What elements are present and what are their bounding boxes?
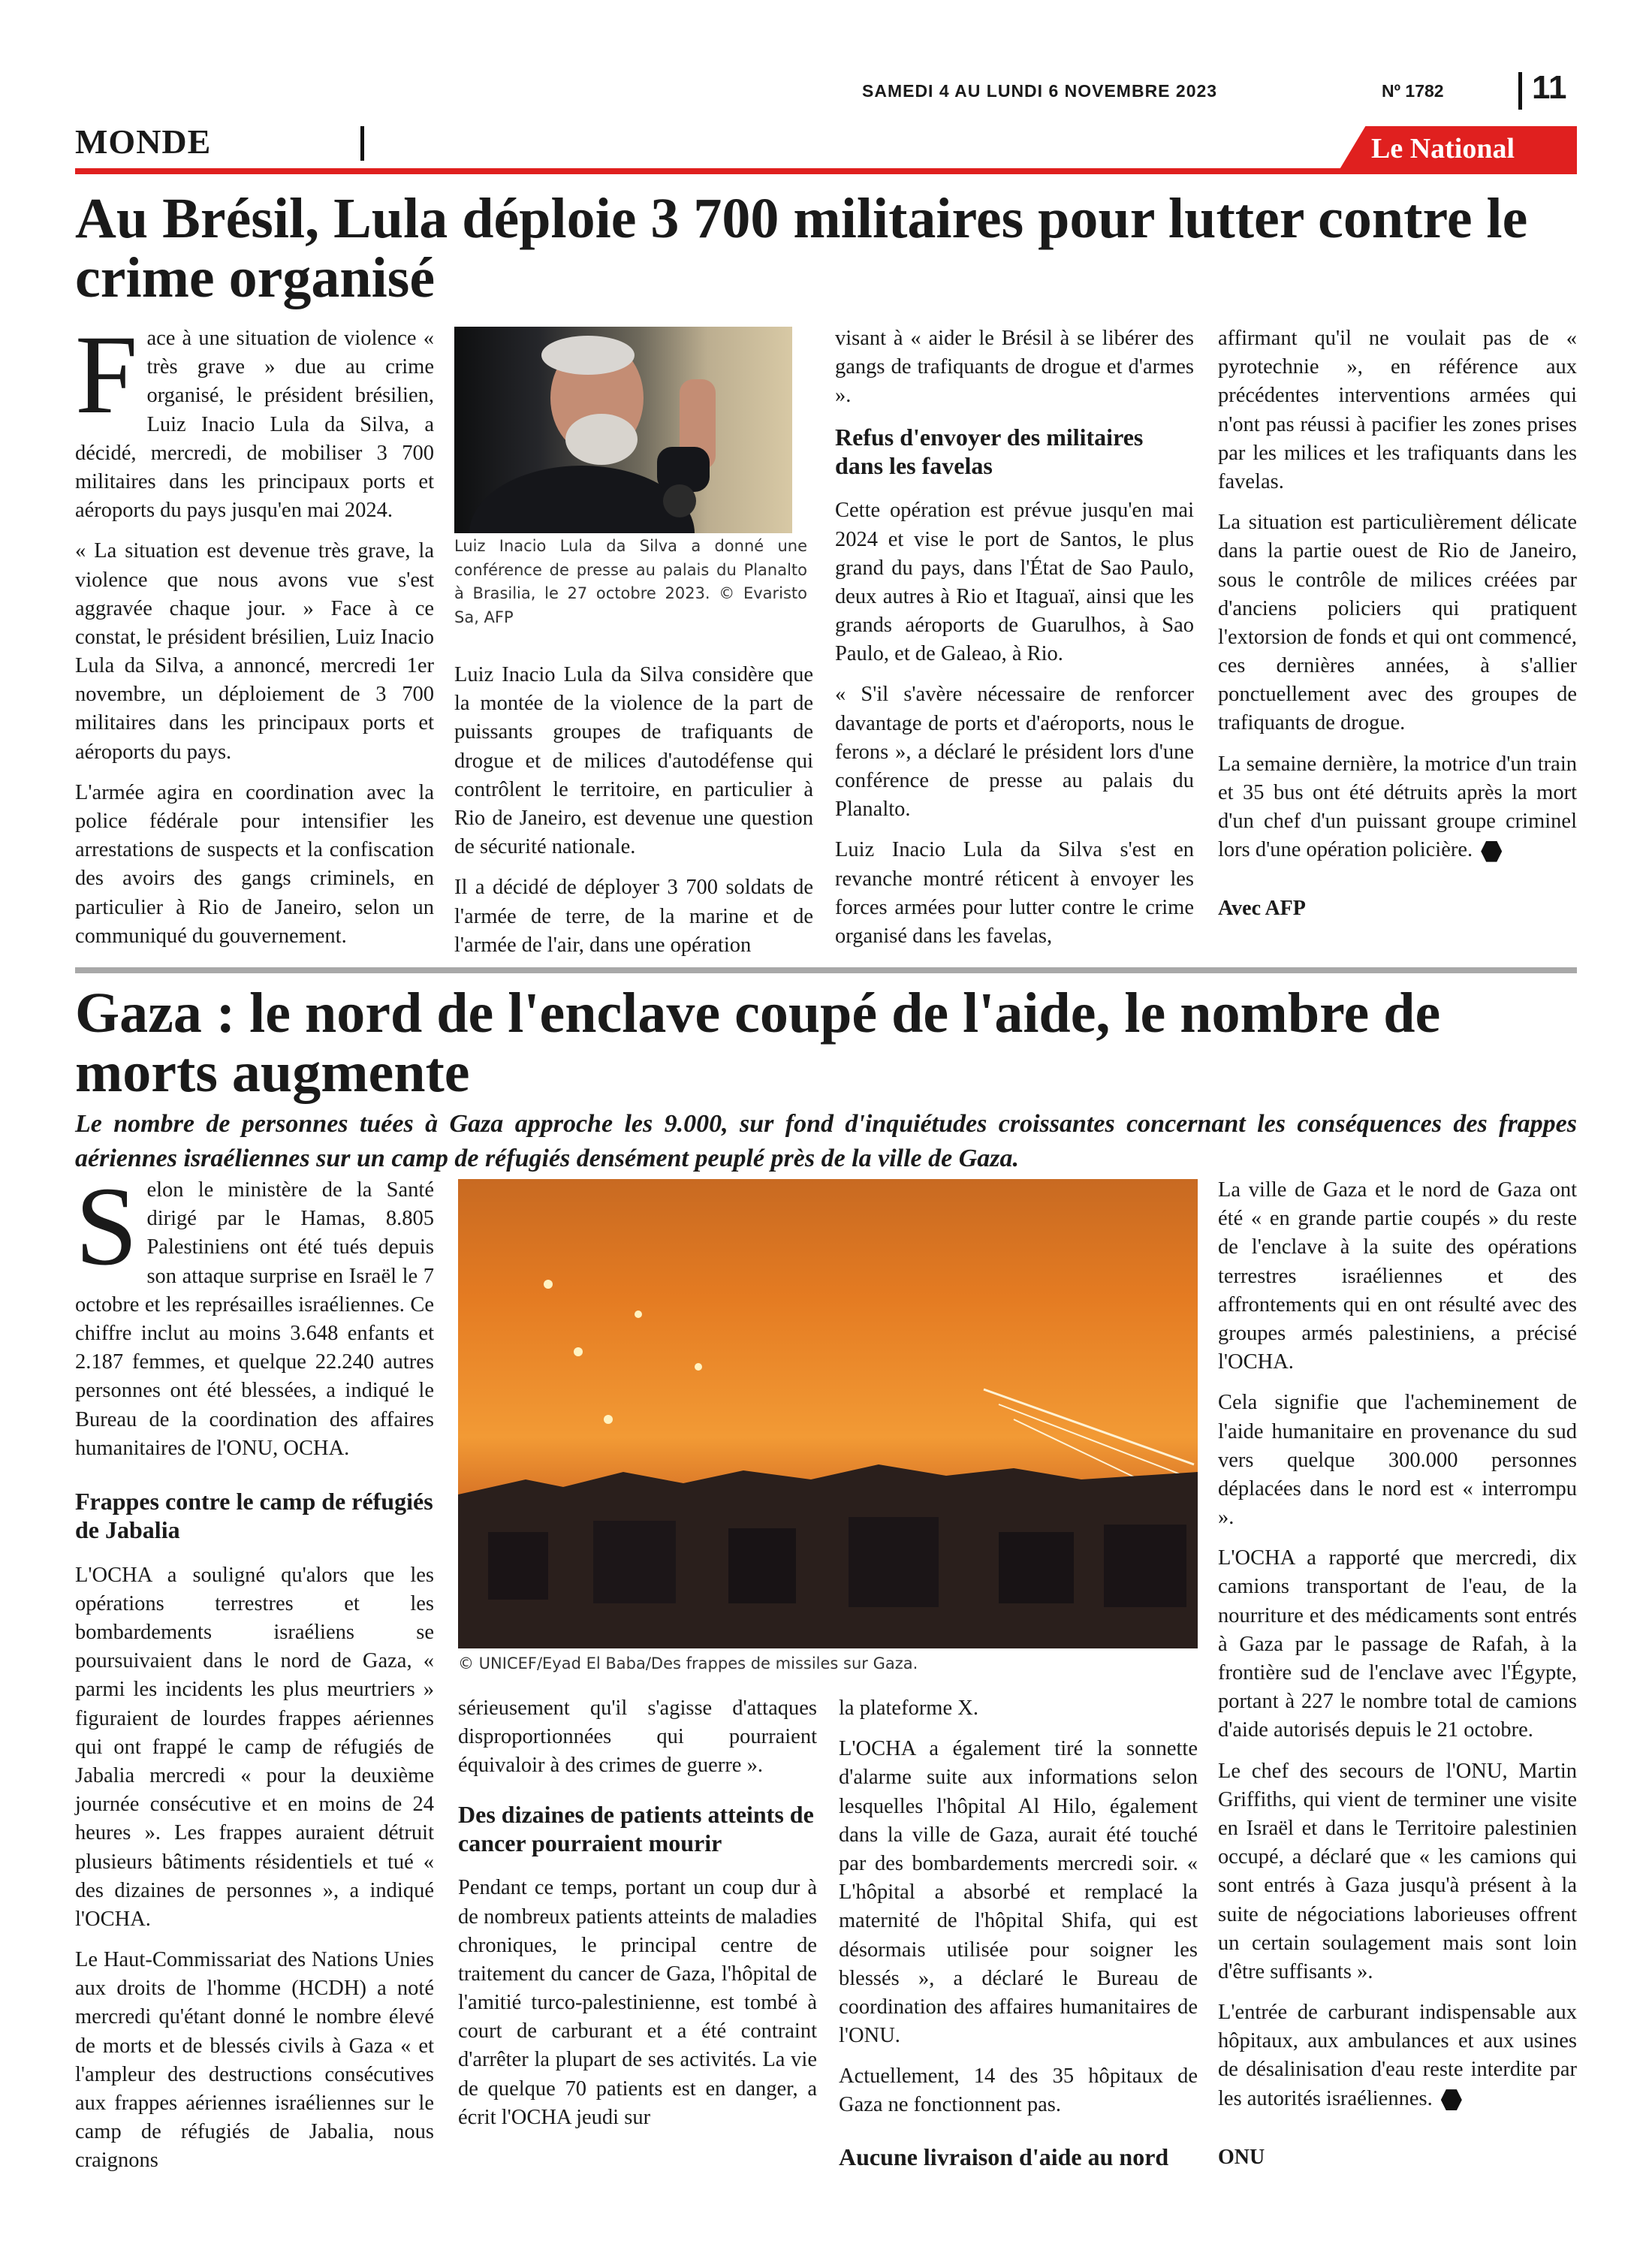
article2-paragraph: sérieusement qu'il s'agisse d'attaques disproportionnées qui pourraient équivaloir à des crimes de guerre ». (458, 1697, 817, 1778)
article1-column-4 (1218, 324, 1577, 923)
section-label: MONDE (75, 122, 212, 161)
lula-photo-illustration (454, 327, 792, 533)
article1-paragraph: Luiz Inacio Lula da Silva considère que la montée de la violence de la part de puissants groupes de trafiquants de drogue et de milices d'autodéfense qui contrôlent le territoire, en particulier à Rio de Janeiro, est devenue une question de sécurité nationale. (454, 663, 813, 859)
page-number-divider (1518, 72, 1522, 110)
article2-column-3 (839, 1694, 1198, 2188)
article1-dropcap: F (75, 312, 138, 437)
article1-paragraph: Luiz Inacio Lula da Silva s'est en revanche montré réticent à envoyer les forces armées pour lutter contre le crime organisé dans les favelas, (835, 838, 1194, 948)
brand-name: Le National (1371, 133, 1515, 164)
article2-paragraph: Le chef des secours de l'ONU, Martin Griffiths, qui vient de terminer une visite en Israël et dans le Territoire palestinien occupé, a déclaré que « les camions qui sont entrés à Gaza jusqu'à présent à la suite de négociations laborieuses offrent un certain soulagement mais sont loin d'être suffisants ». (1218, 1759, 1577, 1983)
end-of-article-icon (1481, 841, 1502, 862)
article2-paragraph: Actuellement, 14 des 35 hôpitaux de Gaza ne fonctionnent pas. (839, 2064, 1198, 2117)
article1-paragraph: « S'il s'avère nécessaire de renforcer davantage de ports et d'aéroports, nous le ferons », a déclaré le président lors d'une conférence de presse au palais du Planalto. (835, 683, 1194, 822)
end-of-article-icon (1441, 2089, 1462, 2110)
article2-paragraph: L'OCHA a rapporté que mercredi, dix camions transportant de l'eau, de la nourriture et des médicaments sont entrés à Gaza par le passage de Rafah, à la frontière sud de l'enclave avec l'Égypte, portant à 227 le nombre total de camions d'aide autorisés depuis le 21 octobre. (1218, 1546, 1577, 1742)
article1-paragraph: Il a décidé de déployer 3 700 soldats de l'armée de terre, de la marine et de l'armée de l'air, dans une opération (454, 876, 813, 957)
article1-credit: Avec AFP (1218, 897, 1306, 921)
article2-photo-caption: © UNICEF/Eyad El Baba/Des frappes de missiles sur Gaza. (458, 1654, 918, 1672)
article1-column-2 (454, 661, 813, 972)
article1-lead-paragraph: Face à une situation de violence « très grave » due au crime organisé, le président brésilien, Luiz Inacio Lula da Silva, a décidé, mercredi, de mobiliser 3 700 militaires dans les principaux ports et aéroports du pays jusqu'en mai 2024. (75, 312, 434, 523)
article1-paragraph: visant à « aider le Brésil à se libérer des gangs de trafiquants de drogue et d'armes ». (835, 327, 1194, 408)
article2-column-1 (75, 1164, 434, 2188)
header-rule (75, 168, 1577, 174)
article2-column-2 (458, 1694, 817, 2144)
article2-paragraph: la plateforme X. (839, 1697, 978, 1720)
article1-headline: Au Brésil, Lula déploie 3 700 militaires pour lutter contre le crime organisé (75, 187, 1528, 310)
article2-subhead: Frappes contre le camp de réfugiés de Jabalia (75, 1487, 433, 1544)
article2-paragraph: Pendant ce temps, portant un coup dur à de nombreux patients atteints de maladies chroniques, le principal centre de traitement du cancer de Gaza, l'hôpital de l'amitié turco-palestinienne, est tombé à court de carburant et a été contraint d'arrêter la plupart de ses activités. La vie de quelque 70 patients est en danger, a écrit l'OCHA jeudi sur (458, 1876, 817, 2129)
article1-paragraph: La semaine dernière, la motrice d'un train et 35 bus ont été détruits après la mort d'un chef d'un puissant groupe criminel lors d'une opération policière. (1218, 752, 1577, 862)
article2-lead-paragraph: Selon le ministère de la Santé dirigé par le Hamas, 8.805 Palestiniens ont été tués depuis son attaque surprise en Israël le 7 octobre et les représailles israéliennes. Ce chiffre inclut au moins 3.648 enfants et 2.187 femmes, et quelque 22.240 autres personnes ont été blessées, a indiqué le Bureau de la coordination des affaires humanitaires de l'ONU, OCHA. (75, 1164, 434, 1460)
page-number: 11 (1532, 69, 1567, 106)
article2-paragraph: Le Haut-Commissariat des Nations Unies aux droits de l'homme (HCDH) a noté mercredi qu'étant donné le nombre élevé de morts et de blessés civils à Gaza « et l'ampleur des destructions consécutives aux frappes aériennes israéliennes sur le camp de réfugiés de Jabalia, nous craignons (75, 1948, 434, 2173)
article1-paragraph: Cette opération est prévue jusqu'en mai 2024 et vise le port de Santos, le plus grand du pays, dans l'État de Sao Paulo, deux autres à Rio et Itaguaï, ainsi que les grands aéroports de Guarulhos, à Sao Paulo, et de Galeao, à Rio. (835, 499, 1194, 666)
article-divider (75, 967, 1577, 973)
issue-date: SAMEDI 4 AU LUNDI 6 NOVEMBRE 2023 (862, 81, 1218, 101)
article1-paragraph: La situation est particulièrement délicate dans la partie ouest de Rio de Janeiro, sous le contrôle de milices créées par d'anciens policiers qui pratiquent l'extorsion de fonds et qui ont commencé, ces dernières années, à s'allier ponctuellement avec des groupes de trafiquants de drogue. (1218, 511, 1577, 735)
article1-paragraph: L'armée agira en coordination avec la police fédérale pour intensifier les arrestations de suspects et la confiscation des avoirs des gangs criminels, en particulier à Rio de Janeiro, selon un communiqué du gouvernement. (75, 780, 434, 948)
article2-paragraph: La ville de Gaza et le nord de Gaza ont été « en grande partie coupés » du reste de l'enclave à la suite des opérations terrestres israéliennes et des affrontements qui en ont résulté avec des groupes armés palestiniens, a précisé l'OCHA. (1218, 1178, 1577, 1374)
article2-subhead: Aucune livraison d'aide au nord (839, 2143, 1169, 2170)
article1-column-1 (75, 312, 434, 963)
article1-subhead: Refus d'envoyer des militaires dans les favelas (835, 423, 1144, 479)
article2-paragraph: Cela signifie que l'acheminement de l'aide humanitaire en provenance du sud vers quelque 300.000 personnes déplacées dans le nord est « interrompu ». (1218, 1391, 1577, 1530)
article1-photo-caption: Luiz Inacio Lula da Silva a donné une conférence de presse au palais du Planalto à Brasilia, le 27 octobre 2023. © Evaristo Sa, AFP (454, 537, 807, 626)
article1-paragraph: « La situation est devenue très grave, la violence que nous avons vue s'est aggravée chaque jour. » Face à ce constat, le président brésilien, Luiz Inacio Lula da Silva, a annoncé, mercredi 1er novembre, un déploiement de 3 700 militaires dans les principaux ports et aéroports du pays. (75, 539, 434, 764)
article1-paragraph: affirmant qu'il ne voulait pas de « pyrotechnie », en référence aux précédentes interventions armées qui n'ont pas réussi à pacifier les zones prises par les milices et les trafiquants dans les favelas. (1218, 327, 1577, 493)
article2-subhead: Des dizaines de patients atteints de cancer pourraient mourir (458, 1800, 814, 1856)
article2-paragraph: L'entrée de carburant indispensable aux hôpitaux, aux ambulances et aux usines de désalinisation d'eau reste interdite par les autorités israéliennes. (1218, 2001, 1577, 2110)
gaza-strikes-photo (458, 1179, 1198, 1648)
article2-dropcap: S (75, 1164, 138, 1289)
lula-photo (454, 327, 792, 533)
article2-column-4 (1218, 1176, 1577, 2171)
article2-deck: Le nombre de personnes tuées à Gaza approche les 9.000, sur fond d'inquiétudes croissantes concernant les conséquences des frappes aériennes israéliennes sur un camp de réfugiés densément peuplé près de la ville de Gaza. (75, 1110, 1577, 1172)
gaza-strikes-illustration (458, 1179, 1198, 1648)
article1-column-3 (835, 324, 1194, 963)
section-divider (360, 126, 364, 161)
issue-number: Nº 1782 (1382, 81, 1444, 101)
article2-paragraph: L'OCHA a également tiré la sonnette d'alarme suite aux informations selon lesquelles l'hôpital Al Hilo, également dans la ville de Gaza, aurait été touché par des bombardements mercredi soir. « L'hôpital a absorbé et remplacé la maternité de l'hôpital Shifa, qui est désormais utilisée pour soigner les blessés », a déclaré le Bureau de coordination des affaires humanitaires de l'ONU. (839, 1737, 1198, 2048)
article2-credit: ONU (1218, 2145, 1265, 2169)
article2-paragraph: L'OCHA a souligné qu'alors que les opérations terrestres et les bombardements israéliens se poursuivaient dans le nord de Gaza, « parmi les incidents les plus meurtriers » figuraient de lourdes frappes aériennes qui ont frappé le camp de réfugiés de Jabalia mercredi « pour la deuxième journée consécutive et en moins de 24 heures ». Les frappes auraient détruit plusieurs bâtiments résidentiels et tué « des dizaines de personnes », a indiqué l'OCHA. (75, 1563, 434, 1931)
article2-headline: Gaza : le nord de l'enclave coupé de l'aide, le nombre de morts augmente (75, 982, 1441, 1105)
